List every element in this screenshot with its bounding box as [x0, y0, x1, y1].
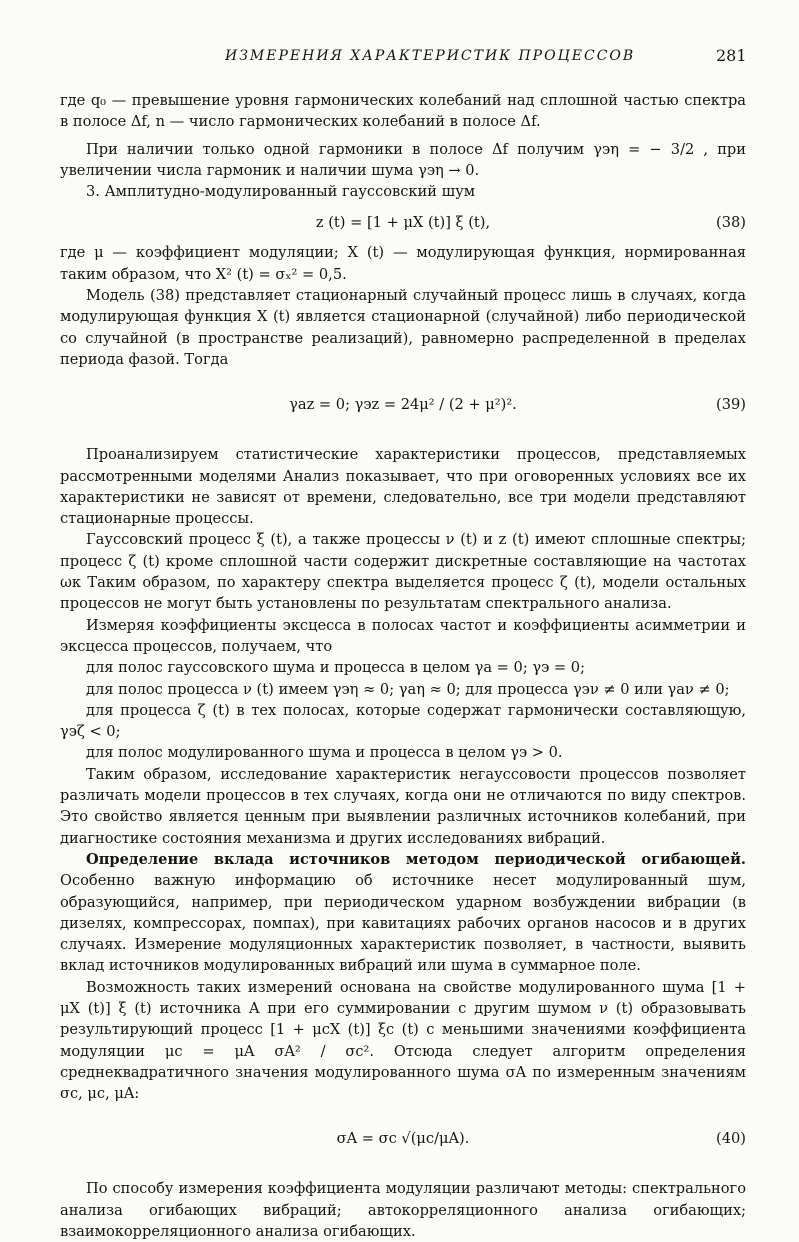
paragraph: Таким образом, исследование характеристик негауссовости процессов позволяет различать модели процессов в тех случаях, когда они не отличаются по виду спектров. Это свойство является ценным при выявлении различных источников колебаний, при диагностике состояния механизма и других исследованиях вибраций. — [60, 765, 746, 847]
list-item: для полос процесса ν (t) имеем γэη ≈ 0; γaη ≈ 0; для процесса γэν ≠ 0 или γaν ≠ 0; — [86, 680, 730, 698]
paragraph: При наличии только одной гармоники в полосе Δf получим γэη = − 3/2 , при увеличении числа гармоник и наличии шума γэη → 0. — [60, 140, 746, 179]
equation-expression: σA = σc √(μc/μA). — [336, 1130, 470, 1148]
paragraph: Проанализируем статистические характеристики процессов, представляемых рассмотренными моделями Анализ показывает, что при оговоренных условиях все их характеристики не зависят от времени, следовательно, все три модели представляют стационарные процессы. — [60, 446, 746, 528]
paragraph: где μ — коэффициент модуляции; X (t) — модулирующая функция, нормированная таким образом, что X² (t) = σₓ² = 0,5. — [60, 244, 746, 283]
list-item: для процесса ζ (t) в тех полосах, которые содержат гармонически составляющую, γэζ < 0; — [60, 701, 746, 741]
paragraph: Модель (38) представляет стационарный случайный процесс лишь в случаях, когда модулирующая функция X (t) является стационарной (случайной) либо периодической со случайной (в пространстве реализаций), равномерно распределенной в пределах периода фазой. Тогда — [60, 287, 746, 368]
section-heading: 3. Амплитудно-модулированный гауссовский шум — [86, 183, 476, 201]
paragraph: Возможность таких измерений основана на свойстве модулированного шума [1 + μX (t)] ξ (t) источника A при его суммировании с другим шумом ν (t) образовывать результирующий процесс [1 + μcX (t)] ξc (t) с меньшими значениями коэффициента модуляции μc = μA σA² / σc². Отсюда следует алгоритм определения среднеквадратичного значения модулированного шума σA по измеренным значениям σc, μc, μA: — [60, 978, 746, 1103]
paragraph — [60, 849, 746, 977]
list-item: для полос модулированного шума и процесса в целом γэ > 0. — [86, 744, 563, 762]
equation-number: (40) — [716, 1130, 746, 1148]
paragraph: По способу измерения коэффициента модуляции различают методы: спектрального анализа огибающих вибраций; автокорреляционного анализа огибающих; взаимокорреляционного анализа огибающих. — [60, 1180, 746, 1241]
list-item: для полос гауссовского шума и процесса в целом γa = 0; γэ = 0; — [86, 659, 585, 677]
equation-expression: γaz = 0; γэz = 24μ² / (2 + μ²)². — [289, 396, 517, 414]
page-number: 281 — [716, 46, 747, 65]
equation-40 — [60, 1116, 746, 1162]
equation-expression: z (t) = [1 + μX (t)] ξ (t), — [315, 214, 491, 232]
paragraph: где q₀ — превышение уровня гармонических колебаний над сплошной частью спектра в полосе Δf, n — число гармонических колебаний в полосе Δf. — [60, 92, 746, 131]
equation-39 — [60, 382, 746, 428]
page-header — [0, 46, 799, 74]
run-in-heading: Определение вклада источников методом периодической огибающей. — [86, 850, 746, 868]
equation-number: (39) — [716, 396, 746, 414]
running-title: ИЗМЕРЕНИЯ ХАРАКТЕРИСТИК ПРОЦЕССОВ — [225, 48, 636, 64]
paragraph-text: Особенно важную информацию об источнике несет модулированный шум, образующийся, например, при периодическом ударном возбуждении вибрации (в дизелях, компрессорах, помпах), при кавитациях рабочих органов насосов и в других случаях. Измерение модуляционных характеристик позволяет, в частности, выявить вклад источников модулированных вибраций или шума в суммарное поле. — [60, 872, 746, 975]
paragraph: Измеряя коэффициенты эксцесса в полосах частот и коэффициенты асимметрии и эксцесса процессов, получаем, что — [60, 616, 746, 655]
equation-38 — [60, 210, 746, 234]
equation-number: (38) — [716, 214, 746, 232]
paragraph: Гауссовский процесс ξ (t), а также процессы ν (t) и z (t) имеют сплошные спектры; процесс ζ (t) кроме сплошной части содержит дискретные составляющие на частотах ωк Таким образом, по характеру спектра выделяется процесс ζ (t), модели остальных процессов не могут быть установлены по результатам спектрального анализа. — [60, 531, 746, 613]
page-content — [60, 90, 746, 1242]
